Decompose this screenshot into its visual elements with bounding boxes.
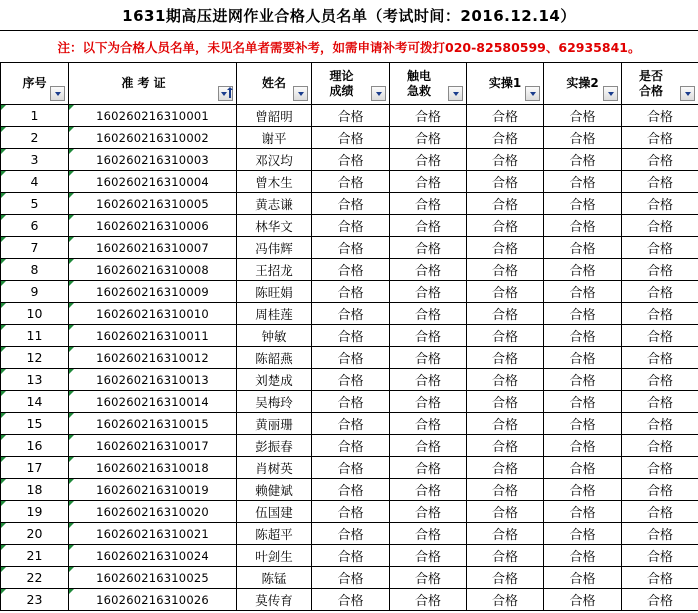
column-header-rescue[interactable] [390, 63, 467, 105]
table-row [1, 259, 698, 281]
cell-theory[interactable]: 合格 [312, 193, 390, 215]
cell-name[interactable]: 冯伟辉 [237, 237, 312, 259]
cell-id[interactable]: 160260216310008 [69, 259, 237, 281]
cell-idx[interactable]: 5 [1, 193, 69, 215]
cell-pass[interactable]: 合格 [622, 479, 698, 501]
cell-op1[interactable]: 合格 [467, 479, 544, 501]
cell-pass[interactable]: 合格 [622, 281, 698, 303]
cell-name[interactable]: 黄丽珊 [237, 413, 312, 435]
error-indicator-icon [69, 171, 74, 176]
cell-pass[interactable]: 合格 [622, 303, 698, 325]
column-header-label: 触电 急救 [406, 68, 431, 98]
cell-op2[interactable]: 合格 [544, 523, 622, 545]
column-header-idx[interactable] [1, 63, 69, 105]
cell-theory[interactable]: 合格 [312, 523, 390, 545]
cell-theory[interactable]: 合格 [312, 567, 390, 589]
cell-theory[interactable]: 合格 [312, 391, 390, 413]
cell-id[interactable]: 160260216310007 [69, 237, 237, 259]
cell-pass[interactable]: 合格 [622, 435, 698, 457]
column-header-op1[interactable] [467, 63, 544, 105]
cell-name[interactable]: 邓汉均 [237, 149, 312, 171]
column-header-pass[interactable] [622, 63, 698, 105]
cell-op1[interactable]: 合格 [467, 567, 544, 589]
cell-pass[interactable]: 合格 [622, 501, 698, 523]
cell-rescue[interactable]: 合格 [390, 567, 467, 589]
cell-name[interactable]: 陈旺娟 [237, 281, 312, 303]
cell-idx[interactable]: 18 [1, 479, 69, 501]
cell-idx[interactable]: 11 [1, 325, 69, 347]
cell-op2[interactable]: 合格 [544, 435, 622, 457]
cell-name[interactable]: 王招龙 [237, 259, 312, 281]
cell-op2[interactable]: 合格 [544, 479, 622, 501]
cell-op1[interactable]: 合格 [467, 127, 544, 149]
cell-op1[interactable]: 合格 [467, 281, 544, 303]
table-row [1, 479, 698, 501]
cell-theory[interactable]: 合格 [312, 347, 390, 369]
cell-name[interactable]: 吴梅玲 [237, 391, 312, 413]
error-indicator-icon [69, 105, 74, 110]
table-row [1, 303, 698, 325]
error-indicator-icon [1, 479, 6, 484]
cell-op2[interactable]: 合格 [544, 281, 622, 303]
error-indicator-icon [69, 435, 74, 440]
cell-name[interactable]: 曾木生 [237, 171, 312, 193]
cell-theory[interactable]: 合格 [312, 259, 390, 281]
cell-rescue[interactable]: 合格 [390, 237, 467, 259]
error-indicator-icon [1, 413, 6, 418]
column-header-label: 实操2 [566, 76, 599, 90]
cell-op2[interactable]: 合格 [544, 149, 622, 171]
chevron-down-icon [608, 92, 614, 96]
cell-id[interactable]: 160260216310014 [69, 391, 237, 413]
cell-rescue[interactable]: 合格 [390, 369, 467, 391]
cell-id[interactable]: 160260216310002 [69, 127, 237, 149]
cell-idx[interactable]: 6 [1, 215, 69, 237]
cell-id[interactable]: 160260216310024 [69, 545, 237, 567]
column-header-label: 理论 成绩 [329, 68, 354, 98]
cell-rescue[interactable]: 合格 [390, 127, 467, 149]
table-row [1, 171, 698, 193]
table-row [1, 193, 698, 215]
cell-op1[interactable]: 合格 [467, 523, 544, 545]
table-row [1, 369, 698, 391]
filter-dropdown-button[interactable] [50, 86, 65, 101]
cell-theory[interactable]: 合格 [312, 413, 390, 435]
cell-id[interactable]: 160260216310021 [69, 523, 237, 545]
cell-pass[interactable]: 合格 [622, 193, 698, 215]
cell-id[interactable]: 160260216310019 [69, 479, 237, 501]
cell-op1[interactable]: 合格 [467, 105, 544, 127]
cell-op2[interactable]: 合格 [544, 171, 622, 193]
cell-op1[interactable]: 合格 [467, 259, 544, 281]
header-row [1, 63, 698, 105]
error-indicator-icon [69, 589, 74, 594]
cell-id[interactable]: 160260216310025 [69, 567, 237, 589]
cell-theory[interactable]: 合格 [312, 457, 390, 479]
column-header-id[interactable] [69, 63, 237, 105]
error-indicator-icon [69, 149, 74, 154]
chevron-down-icon [530, 92, 536, 96]
cell-pass[interactable]: 合格 [622, 457, 698, 479]
cell-pass[interactable]: 合格 [622, 567, 698, 589]
error-indicator-icon [1, 105, 6, 110]
table-row [1, 325, 698, 347]
cell-name[interactable]: 黄志谦 [237, 193, 312, 215]
cell-rescue[interactable]: 合格 [390, 545, 467, 567]
error-indicator-icon [69, 501, 74, 506]
cell-idx[interactable]: 17 [1, 457, 69, 479]
error-indicator-icon [1, 369, 6, 374]
column-header-name[interactable] [237, 63, 312, 105]
cell-op2[interactable]: 合格 [544, 567, 622, 589]
error-indicator-icon [1, 171, 6, 176]
cell-name[interactable]: 伍国建 [237, 501, 312, 523]
column-header-label: 实操1 [488, 76, 522, 90]
cell-name[interactable]: 刘楚成 [237, 369, 312, 391]
error-indicator-icon [1, 457, 6, 462]
error-indicator-icon [69, 325, 74, 330]
cell-name[interactable]: 周桂莲 [237, 303, 312, 325]
cell-theory[interactable]: 合格 [312, 479, 390, 501]
cell-pass[interactable]: 合格 [622, 413, 698, 435]
error-indicator-icon [1, 435, 6, 440]
error-indicator-icon [69, 303, 74, 308]
cell-idx[interactable]: 12 [1, 347, 69, 369]
cell-rescue[interactable]: 合格 [390, 523, 467, 545]
cell-rescue[interactable]: 合格 [390, 215, 467, 237]
cell-pass[interactable]: 合格 [622, 369, 698, 391]
cell-op1[interactable]: 合格 [467, 391, 544, 413]
cell-idx[interactable]: 23 [1, 589, 69, 611]
cell-idx[interactable]: 15 [1, 413, 69, 435]
chevron-down-icon [453, 92, 459, 96]
cell-op1[interactable]: 合格 [467, 457, 544, 479]
cell-idx[interactable]: 22 [1, 567, 69, 589]
table-row [1, 413, 698, 435]
cell-name[interactable]: 曾韶明 [237, 105, 312, 127]
cell-idx[interactable]: 20 [1, 523, 69, 545]
cell-op2[interactable]: 合格 [544, 369, 622, 391]
column-header-label: 是否 合格 [638, 68, 663, 98]
cell-id[interactable]: 160260216310010 [69, 303, 237, 325]
error-indicator-icon [69, 479, 74, 484]
error-indicator-icon [1, 281, 6, 286]
cell-name[interactable]: 陈超平 [237, 523, 312, 545]
cell-pass[interactable]: 合格 [622, 347, 698, 369]
error-indicator-icon [1, 391, 6, 396]
cell-rescue[interactable]: 合格 [390, 479, 467, 501]
cell-op2[interactable]: 合格 [544, 303, 622, 325]
error-indicator-icon [1, 127, 6, 132]
cell-op1[interactable]: 合格 [467, 435, 544, 457]
cell-op1[interactable]: 合格 [467, 501, 544, 523]
error-indicator-icon [69, 457, 74, 462]
cell-idx[interactable]: 16 [1, 435, 69, 457]
cell-name[interactable]: 林华文 [237, 215, 312, 237]
cell-id[interactable]: 160260216310017 [69, 435, 237, 457]
filter-dropdown-button[interactable] [680, 86, 695, 101]
cell-op1[interactable]: 合格 [467, 347, 544, 369]
table-row [1, 281, 698, 303]
cell-rescue[interactable]: 合格 [390, 347, 467, 369]
cell-idx[interactable]: 7 [1, 237, 69, 259]
chevron-down-icon [55, 92, 61, 96]
table-row [1, 347, 698, 369]
table-row [1, 457, 698, 479]
error-indicator-icon [69, 391, 74, 396]
cell-op2[interactable]: 合格 [544, 391, 622, 413]
cell-op1[interactable]: 合格 [467, 193, 544, 215]
cell-id[interactable]: 160260216310011 [69, 325, 237, 347]
cell-idx[interactable]: 3 [1, 149, 69, 171]
cell-pass[interactable]: 合格 [622, 237, 698, 259]
error-indicator-icon [69, 259, 74, 264]
cell-theory[interactable]: 合格 [312, 435, 390, 457]
error-indicator-icon [69, 127, 74, 132]
cell-rescue[interactable]: 合格 [390, 281, 467, 303]
cell-id[interactable]: 160260216310015 [69, 413, 237, 435]
cell-op2[interactable]: 合格 [544, 325, 622, 347]
cell-rescue[interactable]: 合格 [390, 105, 467, 127]
column-header-label: 姓名 [261, 76, 286, 90]
cell-theory[interactable]: 合格 [312, 545, 390, 567]
error-indicator-icon [69, 347, 74, 352]
error-indicator-icon [1, 545, 6, 550]
cell-op1[interactable]: 合格 [467, 369, 544, 391]
cell-name[interactable]: 钟敏 [237, 325, 312, 347]
cell-op1[interactable]: 合格 [467, 303, 544, 325]
cell-idx[interactable]: 1 [1, 105, 69, 127]
cell-name[interactable]: 彭振春 [237, 435, 312, 457]
error-indicator-icon [1, 589, 6, 594]
cell-theory[interactable]: 合格 [312, 281, 390, 303]
error-indicator-icon [69, 215, 74, 220]
cell-pass[interactable]: 合格 [622, 171, 698, 193]
cell-pass[interactable]: 合格 [622, 545, 698, 567]
filter-dropdown-button[interactable] [371, 86, 386, 101]
column-header-theory[interactable] [312, 63, 390, 105]
cell-op2[interactable]: 合格 [544, 589, 622, 611]
cell-op2[interactable]: 合格 [544, 127, 622, 149]
table-row [1, 523, 698, 545]
chevron-down-icon [685, 92, 691, 96]
error-indicator-icon [69, 413, 74, 418]
cell-op2[interactable]: 合格 [544, 501, 622, 523]
error-indicator-icon [1, 215, 6, 220]
cell-idx[interactable]: 2 [1, 127, 69, 149]
column-header-label: 序号 [22, 76, 47, 90]
cell-id[interactable]: 160260216310020 [69, 501, 237, 523]
sheet-title: 1631期高压进网作业合格人员名单（考试时间：2016.12.14） [0, 0, 698, 31]
error-indicator-icon [69, 369, 74, 374]
cell-name[interactable]: 叶剑生 [237, 545, 312, 567]
table-row [1, 237, 698, 259]
cell-op2[interactable]: 合格 [544, 413, 622, 435]
cell-theory[interactable]: 合格 [312, 369, 390, 391]
cell-rescue[interactable]: 合格 [390, 501, 467, 523]
cell-op2[interactable]: 合格 [544, 193, 622, 215]
cell-theory[interactable]: 合格 [312, 127, 390, 149]
cell-pass[interactable]: 合格 [622, 259, 698, 281]
results-table [0, 62, 698, 611]
filter-dropdown-button[interactable] [603, 86, 618, 101]
cell-op1[interactable]: 合格 [467, 149, 544, 171]
cell-idx[interactable]: 8 [1, 259, 69, 281]
cell-idx[interactable]: 10 [1, 303, 69, 325]
cell-op2[interactable]: 合格 [544, 347, 622, 369]
cell-id[interactable]: 160260216310013 [69, 369, 237, 391]
error-indicator-icon [69, 523, 74, 528]
cell-rescue[interactable]: 合格 [390, 457, 467, 479]
table-row [1, 127, 698, 149]
cell-theory[interactable]: 合格 [312, 215, 390, 237]
cell-name[interactable]: 赖健斌 [237, 479, 312, 501]
filter-dropdown-button[interactable] [293, 86, 308, 101]
cell-id[interactable]: 160260216310004 [69, 171, 237, 193]
cell-id[interactable]: 160260216310001 [69, 105, 237, 127]
table-body [1, 105, 698, 611]
chevron-down-icon [221, 92, 227, 96]
cell-pass[interactable]: 合格 [622, 215, 698, 237]
table-row [1, 589, 698, 611]
cell-idx[interactable]: 21 [1, 545, 69, 567]
error-indicator-icon [69, 193, 74, 198]
error-indicator-icon [1, 303, 6, 308]
cell-theory[interactable]: 合格 [312, 589, 390, 611]
cell-op2[interactable]: 合格 [544, 215, 622, 237]
cell-idx[interactable]: 13 [1, 369, 69, 391]
error-indicator-icon [1, 325, 6, 330]
error-indicator-icon [1, 193, 6, 198]
cell-pass[interactable]: 合格 [622, 589, 698, 611]
cell-theory[interactable]: 合格 [312, 237, 390, 259]
cell-op1[interactable]: 合格 [467, 545, 544, 567]
cell-name[interactable]: 肖树英 [237, 457, 312, 479]
table-row [1, 435, 698, 457]
cell-pass[interactable]: 合格 [622, 523, 698, 545]
cell-id[interactable]: 160260216310005 [69, 193, 237, 215]
table-row [1, 391, 698, 413]
sort-ascending-icon [229, 88, 231, 98]
cell-rescue[interactable]: 合格 [390, 435, 467, 457]
cell-pass[interactable]: 合格 [622, 127, 698, 149]
cell-rescue[interactable]: 合格 [390, 325, 467, 347]
cell-op2[interactable]: 合格 [544, 237, 622, 259]
cell-rescue[interactable]: 合格 [390, 391, 467, 413]
error-indicator-icon [69, 567, 74, 572]
error-indicator-icon [1, 501, 6, 506]
cell-rescue[interactable]: 合格 [390, 193, 467, 215]
error-indicator-icon [69, 237, 74, 242]
filter-dropdown-button[interactable] [525, 86, 540, 101]
cell-op1[interactable]: 合格 [467, 237, 544, 259]
cell-theory[interactable]: 合格 [312, 149, 390, 171]
cell-op1[interactable]: 合格 [467, 171, 544, 193]
error-indicator-icon [1, 149, 6, 154]
cell-pass[interactable]: 合格 [622, 391, 698, 413]
cell-id[interactable]: 160260216310018 [69, 457, 237, 479]
cell-rescue[interactable]: 合格 [390, 303, 467, 325]
notice-banner: 注：以下为合格人员名单，未见名单者需要补考，如需申请补考可拨打020-82580599、62935841。 [0, 31, 698, 63]
cell-theory[interactable]: 合格 [312, 303, 390, 325]
cell-idx[interactable]: 4 [1, 171, 69, 193]
table-row [1, 567, 698, 589]
cell-id[interactable]: 160260216310009 [69, 281, 237, 303]
cell-id[interactable]: 160260216310003 [69, 149, 237, 171]
cell-op2[interactable]: 合格 [544, 259, 622, 281]
filter-dropdown-button[interactable] [448, 86, 463, 101]
sort-filter-dropdown-button[interactable] [218, 86, 233, 101]
cell-op1[interactable]: 合格 [467, 215, 544, 237]
cell-theory[interactable]: 合格 [312, 325, 390, 347]
cell-idx[interactable]: 14 [1, 391, 69, 413]
cell-op1[interactable]: 合格 [467, 325, 544, 347]
cell-op2[interactable]: 合格 [544, 105, 622, 127]
cell-id[interactable]: 160260216310012 [69, 347, 237, 369]
error-indicator-icon [69, 281, 74, 286]
cell-op2[interactable]: 合格 [544, 545, 622, 567]
error-indicator-icon [1, 523, 6, 528]
table-row [1, 215, 698, 237]
error-indicator-icon [1, 347, 6, 352]
cell-name[interactable]: 陈韶燕 [237, 347, 312, 369]
column-header-label: 准 考 证 [121, 76, 166, 90]
cell-pass[interactable]: 合格 [622, 325, 698, 347]
cell-idx[interactable]: 9 [1, 281, 69, 303]
error-indicator-icon [1, 237, 6, 242]
cell-theory[interactable]: 合格 [312, 501, 390, 523]
chevron-down-icon [376, 92, 382, 96]
cell-theory[interactable]: 合格 [312, 171, 390, 193]
cell-rescue[interactable]: 合格 [390, 149, 467, 171]
cell-rescue[interactable]: 合格 [390, 413, 467, 435]
error-indicator-icon [69, 545, 74, 550]
cell-name[interactable]: 莫传育 [237, 589, 312, 611]
cell-rescue[interactable]: 合格 [390, 171, 467, 193]
cell-idx[interactable]: 19 [1, 501, 69, 523]
cell-pass[interactable]: 合格 [622, 149, 698, 171]
table-row [1, 545, 698, 567]
cell-rescue[interactable]: 合格 [390, 589, 467, 611]
cell-rescue[interactable]: 合格 [390, 259, 467, 281]
cell-name[interactable]: 谢平 [237, 127, 312, 149]
cell-theory[interactable]: 合格 [312, 105, 390, 127]
cell-pass[interactable]: 合格 [622, 105, 698, 127]
cell-id[interactable]: 160260216310026 [69, 589, 237, 611]
cell-id[interactable]: 160260216310006 [69, 215, 237, 237]
chevron-down-icon [298, 92, 304, 96]
cell-name[interactable]: 陈锰 [237, 567, 312, 589]
cell-op1[interactable]: 合格 [467, 589, 544, 611]
cell-op1[interactable]: 合格 [467, 413, 544, 435]
table-row [1, 501, 698, 523]
table-row [1, 105, 698, 127]
error-indicator-icon [1, 259, 6, 264]
column-header-op2[interactable] [544, 63, 622, 105]
table-row [1, 149, 698, 171]
error-indicator-icon [1, 567, 6, 572]
cell-op2[interactable]: 合格 [544, 457, 622, 479]
